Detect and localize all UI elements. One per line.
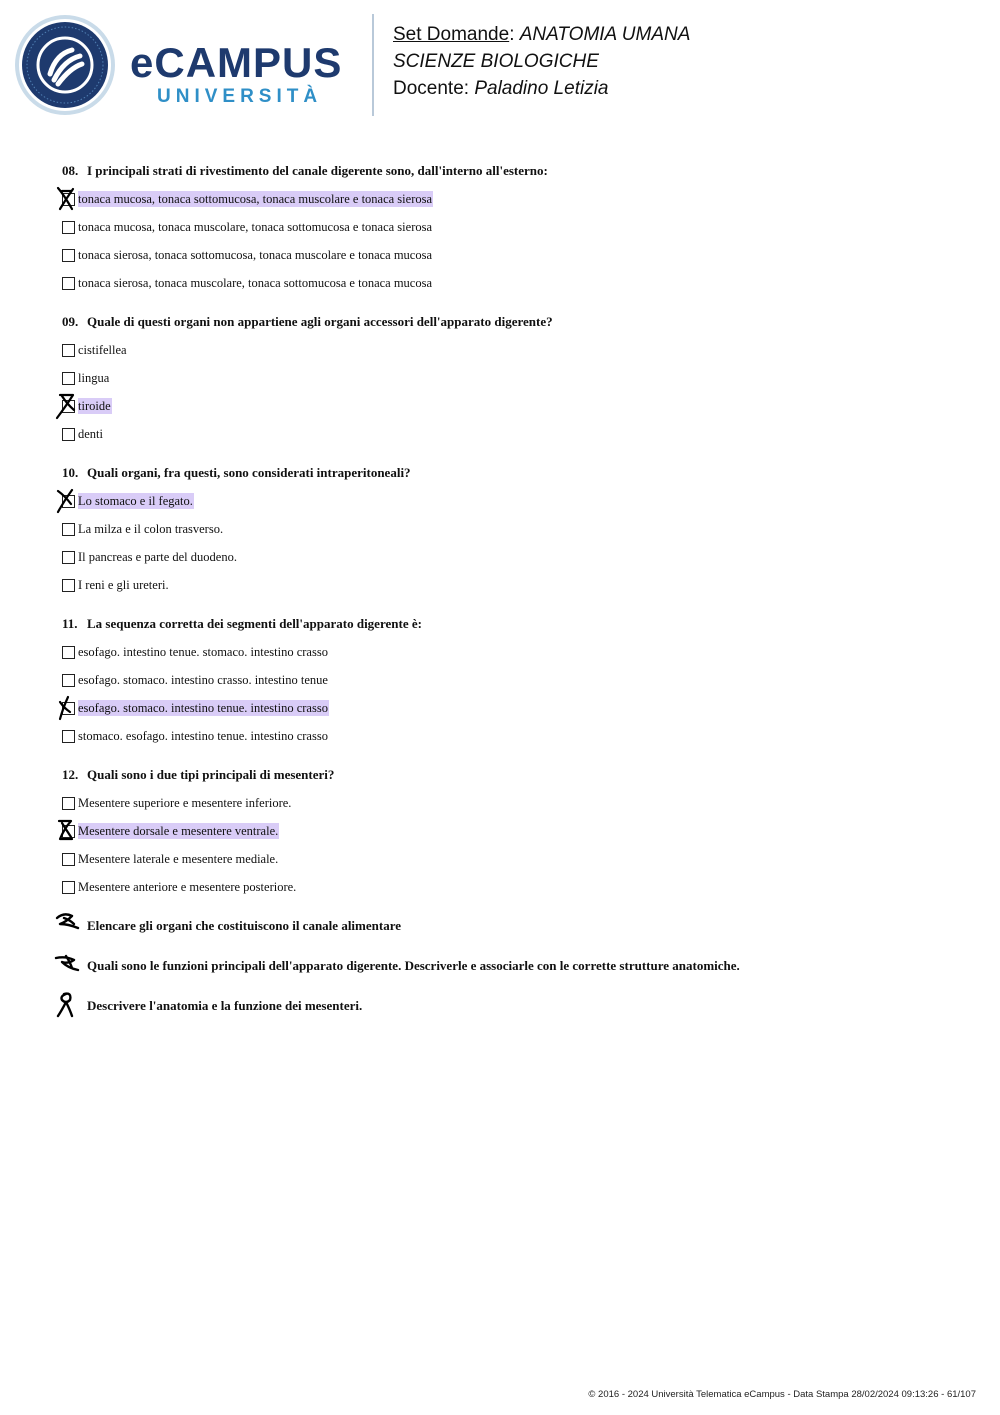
answer-checkbox[interactable] xyxy=(62,344,75,357)
answer-checkbox[interactable] xyxy=(62,730,75,743)
answer-option[interactable] xyxy=(62,549,962,565)
answer-option[interactable] xyxy=(62,342,962,358)
answer-text: tonaca sierosa, tonaca sottomucosa, tonaca muscolare e tonaca mucosa xyxy=(78,248,433,262)
teacher-label: Docente: xyxy=(393,78,475,99)
question-title xyxy=(62,163,962,179)
handwritten-scribble-mark xyxy=(54,950,84,982)
answer-checkbox[interactable] xyxy=(62,428,75,441)
question-number: 09. xyxy=(62,314,79,329)
header-divider xyxy=(372,14,374,116)
answer-option[interactable] xyxy=(62,219,962,235)
open-question xyxy=(62,918,962,934)
open-question xyxy=(62,998,962,1014)
handwritten-scribble-mark xyxy=(54,910,84,942)
answer-text: Mesentere superiore e mesentere inferiore. xyxy=(78,796,292,810)
course-name: SCIENZE BIOLOGICHE xyxy=(393,51,599,72)
question-number: 08. xyxy=(62,163,79,178)
question-text: Quale di questi organi non appartiene agli organi accessori dell'apparato digerente? xyxy=(87,314,553,329)
answer-checkbox[interactable] xyxy=(62,853,75,866)
set-label: Set Domande xyxy=(393,24,510,45)
handwritten-scribble-mark xyxy=(54,990,84,1022)
answer-checkbox[interactable] xyxy=(62,372,75,385)
answer-checkbox[interactable] xyxy=(62,646,75,659)
answer-text: esofago. stomaco. intestino crasso. intestino tenue xyxy=(78,673,328,687)
answer-option[interactable] xyxy=(62,426,962,442)
answer-option[interactable] xyxy=(62,493,962,509)
answer-option[interactable] xyxy=(62,521,962,537)
answer-checkbox[interactable] xyxy=(62,797,75,810)
teacher-name: Paladino Letizia xyxy=(474,78,609,99)
answer-text: lingua xyxy=(78,371,110,385)
answer-text: Lo stomaco e il fegato. xyxy=(78,494,193,508)
answer-text: esofago. stomaco. intestino tenue. intestino crasso xyxy=(78,701,328,715)
question-title xyxy=(62,314,962,330)
answer-option[interactable] xyxy=(62,644,962,660)
answer-text: Mesentere dorsale e mesentere ventrale. xyxy=(78,824,279,838)
answer-checkbox[interactable] xyxy=(62,674,75,687)
question-10 xyxy=(62,465,962,593)
question-title xyxy=(62,767,962,783)
answer-checkbox[interactable] xyxy=(62,400,75,413)
answer-checkbox[interactable] xyxy=(62,277,75,290)
question-text: Quali organi, fra questi, sono considerati intraperitoneali? xyxy=(87,465,411,480)
answer-text: Mesentere laterale e mesentere mediale. xyxy=(78,852,279,866)
answer-option[interactable] xyxy=(62,398,962,414)
answer-option[interactable] xyxy=(62,795,962,811)
question-number: 12. xyxy=(62,767,79,782)
brand-name: eCAMPUS xyxy=(130,39,343,86)
ecampus-seal-logo xyxy=(14,14,116,116)
question-11 xyxy=(62,616,962,744)
open-question xyxy=(62,958,962,974)
answer-text: tiroide xyxy=(78,399,111,413)
answer-text: I reni e gli ureteri. xyxy=(78,578,169,592)
answer-option[interactable] xyxy=(62,700,962,716)
answer-option[interactable] xyxy=(62,370,962,386)
answer-checkbox[interactable] xyxy=(62,523,75,536)
answer-option[interactable] xyxy=(62,247,962,263)
answer-text: esofago. intestino tenue. stomaco. intestino crasso xyxy=(78,645,328,659)
question-text: Elencare gli organi che costituiscono il canale alimentare xyxy=(87,918,402,933)
set-separator: : xyxy=(509,24,520,45)
question-08 xyxy=(62,163,962,291)
answer-text: tonaca mucosa, tonaca sottomucosa, tonaca muscolare e tonaca sierosa xyxy=(78,192,433,206)
page-header xyxy=(0,0,1000,130)
ecampus-wordmark xyxy=(130,40,360,108)
set-line xyxy=(393,21,690,48)
answer-text: tonaca mucosa, tonaca muscolare, tonaca sottomucosa e tonaca sierosa xyxy=(78,220,433,234)
question-text: I principali strati di rivestimento del canale digerente sono, dall'interno all'esterno: xyxy=(87,163,548,178)
answer-text: denti xyxy=(78,427,103,441)
question-title xyxy=(62,465,962,481)
answer-text: tonaca sierosa, tonaca muscolare, tonaca sottomucosa e tonaca mucosa xyxy=(78,276,433,290)
answer-option[interactable] xyxy=(62,577,962,593)
question-number: 10. xyxy=(62,465,79,480)
answer-option[interactable] xyxy=(62,672,962,688)
question-number: 11. xyxy=(62,616,78,631)
answer-checkbox[interactable] xyxy=(62,702,75,715)
brand-subtitle: UNIVERSITÀ xyxy=(157,86,323,107)
answer-checkbox[interactable] xyxy=(62,221,75,234)
answer-text: Il pancreas e parte del duodeno. xyxy=(78,550,237,564)
answer-text: Mesentere anteriore e mesentere posteriore. xyxy=(78,880,297,894)
question-text: Descrivere l'anatomia e la funzione dei mesenteri. xyxy=(87,998,363,1013)
question-text: Quali sono i due tipi principali di mesenteri? xyxy=(87,767,335,782)
question-text: La sequenza corretta dei segmenti dell'apparato digerente è: xyxy=(87,616,422,631)
answer-checkbox[interactable] xyxy=(62,825,75,838)
answer-option[interactable] xyxy=(62,275,962,291)
answer-checkbox[interactable] xyxy=(62,495,75,508)
question-12 xyxy=(62,767,962,895)
teacher-line xyxy=(393,75,690,102)
answer-checkbox[interactable] xyxy=(62,579,75,592)
answer-text: cistifellea xyxy=(78,343,127,357)
answer-text: La milza e il colon trasverso. xyxy=(78,522,224,536)
answer-text: stomaco. esofago. intestino tenue. intestino crasso xyxy=(78,729,328,743)
answer-checkbox[interactable] xyxy=(62,551,75,564)
answer-checkbox[interactable] xyxy=(62,193,75,206)
question-text: Quali sono le funzioni principali dell'apparato digerente. Descriverle e associarle con le corrette strutture anatomiche. xyxy=(87,958,740,973)
answer-option[interactable] xyxy=(62,879,962,895)
subject-name: ANATOMIA UMANA xyxy=(519,24,691,45)
question-title xyxy=(62,616,962,632)
header-info xyxy=(393,21,690,102)
answer-option[interactable] xyxy=(62,851,962,867)
answer-option[interactable] xyxy=(62,823,962,839)
answer-option[interactable] xyxy=(62,728,962,744)
page-footer: © 2016 - 2024 Università Telematica eCampus - Data Stampa 28/02/2024 09:13:26 - 61/107 xyxy=(588,1389,976,1400)
question-09 xyxy=(62,314,962,442)
answer-checkbox[interactable] xyxy=(62,881,75,894)
answer-option[interactable] xyxy=(62,191,962,207)
answer-checkbox[interactable] xyxy=(62,249,75,262)
